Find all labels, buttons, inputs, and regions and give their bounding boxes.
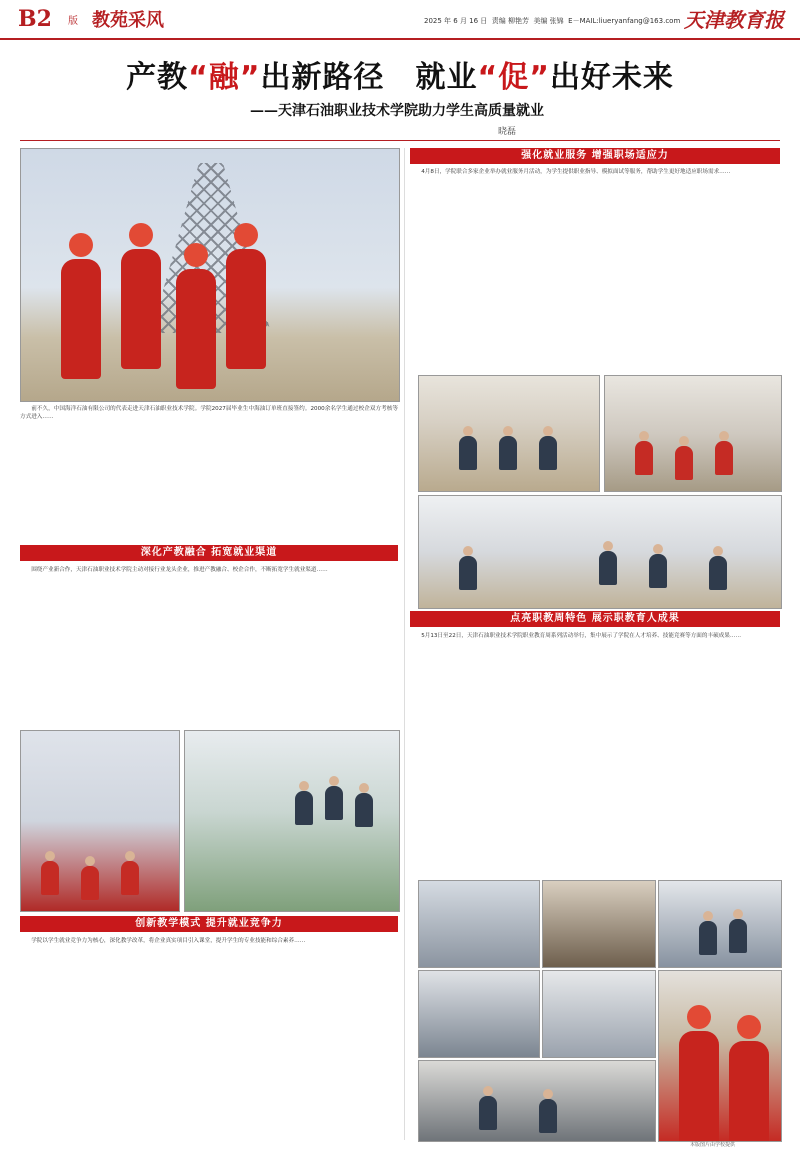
- intro-article: 前不久，中国海洋石油有限公司的代表走进天津石油职业技术学院。学院2027届毕业生中海油订单班直接签约。2000余名学生通过校企双方考核等方式进入……: [20, 406, 398, 421]
- signing-ceremony-photo: [418, 375, 600, 492]
- student-figure: [479, 1096, 497, 1130]
- meeting-room-photo: [604, 375, 782, 492]
- student-figure: [41, 861, 59, 895]
- vocational-week-article: 5月13日至22日，天津石油职业技术学院职业教育周系列活动举行，集中展示了学院在人才培养、技能竞赛等方面的丰硕成果……: [421, 633, 742, 639]
- headline-accent1: “融”: [188, 60, 261, 95]
- headline-accent2: “促”: [477, 60, 550, 95]
- worker-figure: [176, 269, 216, 389]
- email: E－MAIL:liueryanfang@163.com: [568, 17, 681, 25]
- section-heading-teaching: 创新教学模式 提升就业竞争力: [20, 916, 398, 932]
- student-figure: [675, 446, 693, 480]
- issue-date: 2025 年 6 月 16 日: [424, 17, 488, 25]
- teaching-article: 学院以学生就业竞争力为核心，深化教学改革，将企业真实项目引入课堂，提升学生的专业技能和综合素养……: [31, 938, 306, 944]
- student-figure: [599, 551, 617, 585]
- section-heading-vocational-week: 点亮职教周特色 展示职教育人成果: [410, 611, 780, 627]
- exhibition-photo: [184, 730, 400, 912]
- page-number: B2: [18, 6, 52, 32]
- student-figure: [715, 441, 733, 475]
- section-heading-service: 强化就业服务 增强职场适应力: [410, 148, 780, 164]
- visitor-figure: [355, 793, 373, 827]
- workshop-photo: [418, 970, 540, 1058]
- equipment-photo: [418, 880, 540, 968]
- newspaper-logo: 天津教育报: [684, 8, 784, 32]
- worker-figure: [729, 1041, 769, 1142]
- worker-figure: [226, 249, 266, 369]
- worker-figure: [679, 1031, 719, 1142]
- student-figure: [709, 556, 727, 590]
- column-divider: [404, 148, 405, 1140]
- classroom-photo-2: [418, 1060, 656, 1142]
- student-figure: [121, 861, 139, 895]
- official-figure: [459, 436, 477, 470]
- field-work-photo: [658, 970, 782, 1142]
- worker-figure: [61, 259, 101, 379]
- official-figure: [499, 436, 517, 470]
- official-figure: [539, 436, 557, 470]
- classroom-photo: [20, 730, 180, 912]
- stage-photo: [542, 880, 656, 968]
- visitor-figure: [325, 786, 343, 820]
- designer: 美编 张锦: [533, 17, 564, 25]
- section-heading-industry: 深化产教融合 拓宽就业渠道: [20, 545, 398, 561]
- student-figure: [539, 1099, 557, 1133]
- student-figure: [81, 866, 99, 900]
- industry-article: 围绕产业新合作，天津石油职业技术学院主动对接行业龙头企业，推进产教融合、校企合作，不断拓宽学生就业渠道……: [31, 567, 328, 573]
- interviewer-figure: [459, 556, 477, 590]
- column-name: 教苑采风: [92, 10, 164, 31]
- student-figure: [649, 554, 667, 588]
- interview-photo: [418, 495, 782, 609]
- trainee-figure: [729, 919, 747, 953]
- byline: 晓磊: [498, 127, 517, 137]
- headline: [0, 52, 800, 96]
- oilfield-photo: [20, 148, 400, 402]
- headline-part2: 出新路径 就业: [260, 60, 478, 95]
- subheadline: ——天津石油职业技术学院助力学生高质量就业: [250, 103, 544, 119]
- student-figure: [635, 441, 653, 475]
- page-suffix: 版: [68, 16, 78, 27]
- headline-part3: 出好未来: [549, 60, 674, 95]
- masthead-meta: [424, 16, 680, 26]
- headline-part1: 产教: [126, 60, 189, 95]
- service-article: 4月8日，学院联合多家企业举办就业服务月活动，为学生提供职业指导、模拟面试等服务，帮助学生更好地适应职场需求……: [421, 169, 731, 175]
- visitor-figure: [295, 791, 313, 825]
- photo-credit: 本版图片由学校提供: [690, 1142, 736, 1148]
- editor: 责编 柳艳芳: [491, 17, 529, 25]
- worker-figure: [121, 249, 161, 369]
- trainee-figure: [699, 921, 717, 955]
- training-photo: [658, 880, 782, 968]
- headline-rule: [20, 140, 780, 141]
- demonstration-photo: [542, 970, 656, 1058]
